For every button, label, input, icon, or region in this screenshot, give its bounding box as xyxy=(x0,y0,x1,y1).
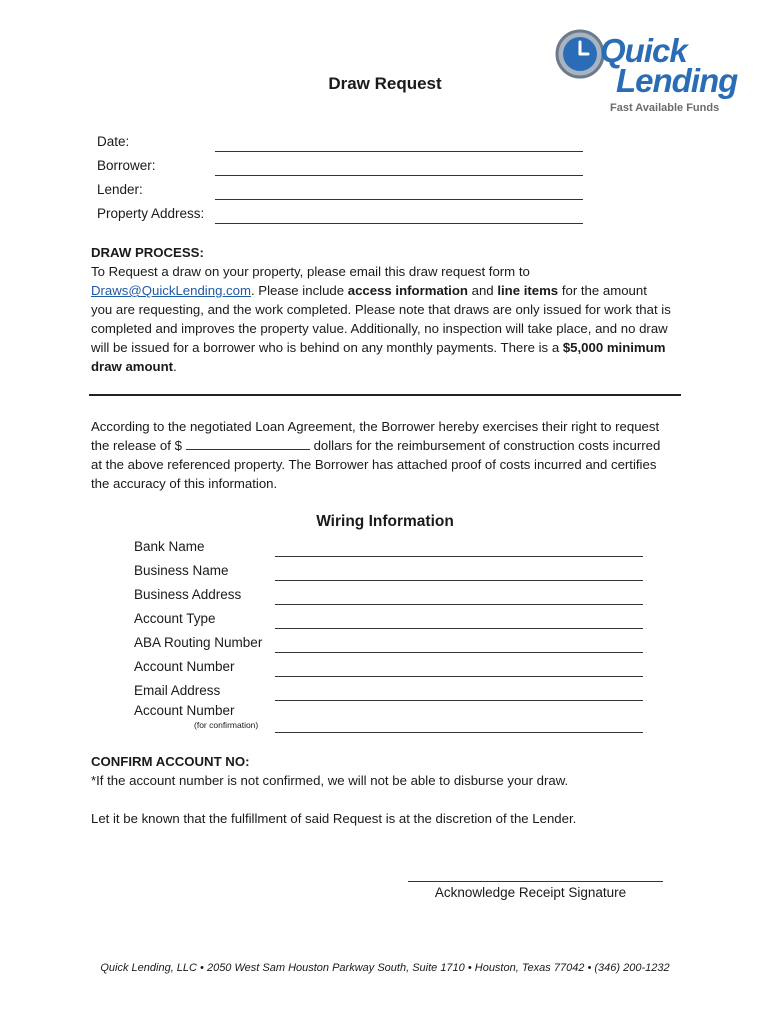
page-title: Draw Request xyxy=(328,74,442,93)
bank-name-field[interactable] xyxy=(275,556,643,557)
aba-routing-field[interactable] xyxy=(275,652,643,653)
lender-field[interactable] xyxy=(215,199,583,200)
minimum-amount-bold: $5,000 minimum draw amount xyxy=(91,340,666,374)
agreement-text-a: According to the negotiated Loan Agreement, the Borrower hereby exercises their right to request the release of $ xyxy=(91,419,660,453)
account-type-label: Account Type xyxy=(134,611,216,626)
borrower-field[interactable] xyxy=(215,175,583,176)
draw-process-text-c: and xyxy=(467,283,498,298)
property-address-field[interactable] xyxy=(215,223,583,224)
release-amount-field[interactable] xyxy=(186,437,310,450)
draw-process-text-a: To Request a draw on your property, please email this draw request form to xyxy=(91,264,530,279)
logo-line2: Lending xyxy=(616,62,738,99)
clock-icon xyxy=(554,28,606,80)
confirm-heading: CONFIRM ACCOUNT NO: xyxy=(91,754,250,769)
aba-routing-label: ABA Routing Number xyxy=(134,635,263,650)
discretion-text: Let it be known that the fulfillment of said Request is at the discretion of the Lender. xyxy=(91,811,577,826)
logo-line1: Quick xyxy=(600,32,687,69)
draw-process-text-d: for the amount you are requesting, and the work completed. Please note that draws are only issued for work that is completed and improves the property value. Additionally, no inspection will take place, and no draw will be issued for a borrower who is behind on any monthly payments. There is a xyxy=(91,283,671,355)
agreement-text-b: dollars for the reimbursement of construction costs incurred at the above referenced property. The Borrower has attached proof of costs incurred and certifies the accuracy of this information. xyxy=(91,438,661,491)
confirm-note: *If the account number is not confirmed, we will not be able to disburse your draw. xyxy=(91,773,569,788)
access-info-bold: access information xyxy=(347,283,468,298)
business-address-field[interactable] xyxy=(275,604,643,605)
confirm-account-number-label: Account Number xyxy=(134,703,235,718)
account-type-field[interactable] xyxy=(275,628,643,629)
confirm-account-number-field[interactable] xyxy=(275,732,643,733)
borrower-label: Borrower: xyxy=(97,158,156,173)
property-address-label: Property Address: xyxy=(97,206,205,221)
lender-label: Lender: xyxy=(97,182,143,197)
business-name-field[interactable] xyxy=(275,580,643,581)
business-address-label: Business Address xyxy=(134,587,242,602)
wiring-heading: Wiring Information xyxy=(316,513,454,530)
date-label: Date: xyxy=(97,134,130,149)
draw-process-text xyxy=(91,262,671,376)
logo-tagline: Fast Available Funds xyxy=(610,102,720,114)
account-number-field[interactable] xyxy=(275,676,643,677)
date-field[interactable] xyxy=(215,151,583,152)
company-logo xyxy=(554,28,754,118)
email-address-label: Email Address xyxy=(134,683,221,698)
signature-field[interactable] xyxy=(408,881,663,882)
signature-label: Acknowledge Receipt Signature xyxy=(434,885,627,900)
confirmation-note: (for confirmation) xyxy=(194,720,259,730)
bank-name-label: Bank Name xyxy=(134,539,205,554)
account-number-label: Account Number xyxy=(134,659,235,674)
line-items-bold: line items xyxy=(497,283,559,298)
business-name-label: Business Name xyxy=(134,563,229,578)
email-address-field[interactable] xyxy=(275,700,643,701)
agreement-text xyxy=(91,417,671,493)
draw-process-text-e: . xyxy=(173,359,177,374)
email-link[interactable]: Draws@QuickLending.com xyxy=(91,283,251,298)
draw-process-text-b: . Please include xyxy=(250,283,348,298)
section-divider xyxy=(89,394,681,396)
draw-process-heading: DRAW PROCESS: xyxy=(91,245,204,260)
footer-address: Quick Lending, LLC • 2050 West Sam Houston Parkway South, Suite 1710 • Houston, Texas 77042 • (346) 200-1232 xyxy=(100,962,670,974)
